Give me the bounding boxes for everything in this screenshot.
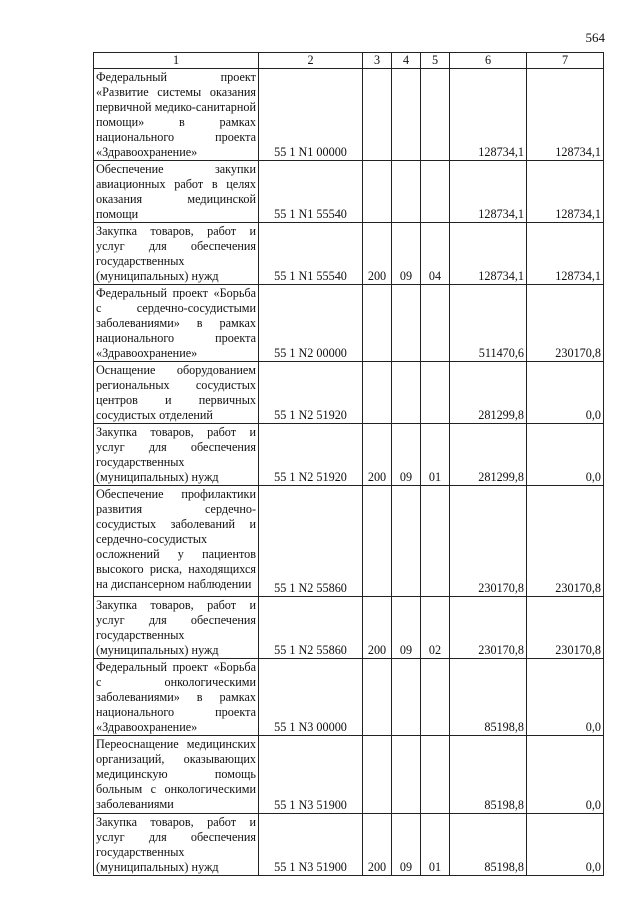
row-col4: 09 (392, 597, 421, 659)
row-col4 (392, 69, 421, 161)
row-name: Федеральный проект «Борьба с сердечно-сосудистыми заболеваниями» в рамках национального проекта «Здравоохранение» (94, 285, 259, 362)
row-col3: 200 (363, 424, 392, 486)
row-code: 55 1 N1 55540 (259, 161, 363, 223)
row-code: 55 1 N3 00000 (259, 659, 363, 736)
row-col4 (392, 161, 421, 223)
row-name: Обеспечение профилактики развития сердечно-сосудистых заболеваний и сердечно-сосудистых осложнений у пациентов высокого риска, находящихся на диспансерном наблюдении (94, 486, 259, 597)
row-value6: 230170,8 (450, 486, 527, 597)
column-header: 4 (392, 53, 421, 69)
budget-table (93, 52, 604, 876)
row-value6: 511470,6 (450, 285, 527, 362)
row-col4 (392, 362, 421, 424)
row-col3: 200 (363, 814, 392, 876)
row-code: 55 1 N1 55540 (259, 223, 363, 285)
row-code: 55 1 N2 55860 (259, 486, 363, 597)
row-col3 (363, 285, 392, 362)
row-value6: 85198,8 (450, 659, 527, 736)
row-col5 (421, 69, 450, 161)
row-value6: 128734,1 (450, 69, 527, 161)
row-value6: 128734,1 (450, 161, 527, 223)
row-col5 (421, 285, 450, 362)
table-body (94, 53, 604, 876)
table-row (94, 285, 604, 362)
row-col4: 09 (392, 814, 421, 876)
column-header: 6 (450, 53, 527, 69)
row-value7: 128734,1 (527, 223, 604, 285)
row-col5: 01 (421, 814, 450, 876)
table-row (94, 362, 604, 424)
row-value7: 230170,8 (527, 597, 604, 659)
table-row (94, 161, 604, 223)
row-col4: 09 (392, 223, 421, 285)
row-value6: 128734,1 (450, 223, 527, 285)
row-value7: 128734,1 (527, 69, 604, 161)
row-code: 55 1 N1 00000 (259, 69, 363, 161)
row-col3 (363, 362, 392, 424)
row-value7: 230170,8 (527, 285, 604, 362)
row-col3 (363, 161, 392, 223)
column-header: 5 (421, 53, 450, 69)
row-value6: 85198,8 (450, 736, 527, 814)
table-row (94, 69, 604, 161)
row-col3 (363, 69, 392, 161)
table-header-row (94, 53, 604, 69)
row-col5 (421, 736, 450, 814)
row-name: Закупка товаров, работ и услуг для обеспечения государственных (муниципальных) нужд (94, 814, 259, 876)
row-name: Обеспечение закупки авиационных работ в целях оказания медицинской помощи (94, 161, 259, 223)
row-value7: 128734,1 (527, 161, 604, 223)
column-header: 1 (94, 53, 259, 69)
row-value7: 0,0 (527, 736, 604, 814)
table-row (94, 424, 604, 486)
table-row (94, 814, 604, 876)
row-name: Закупка товаров, работ и услуг для обеспечения государственных (муниципальных) нужд (94, 424, 259, 486)
row-code: 55 1 N2 51920 (259, 362, 363, 424)
column-header: 2 (259, 53, 363, 69)
table-row (94, 659, 604, 736)
row-col5 (421, 362, 450, 424)
row-value6: 230170,8 (450, 597, 527, 659)
row-code: 55 1 N2 55860 (259, 597, 363, 659)
row-col3 (363, 736, 392, 814)
row-value7: 0,0 (527, 362, 604, 424)
row-col3: 200 (363, 223, 392, 285)
row-col4: 09 (392, 424, 421, 486)
row-value6: 281299,8 (450, 362, 527, 424)
row-name: Федеральный проект «Борьба с онкологическими заболеваниями» в рамках национального проекта «Здравоохранение» (94, 659, 259, 736)
row-name: Закупка товаров, работ и услуг для обеспечения государственных (муниципальных) нужд (94, 597, 259, 659)
row-col4 (392, 285, 421, 362)
row-value7: 0,0 (527, 659, 604, 736)
row-col5 (421, 486, 450, 597)
row-code: 55 1 N2 51920 (259, 424, 363, 486)
row-name: Переоснащение медицинских организаций, оказывающих медицинскую помощь больным с онкологическими заболеваниями (94, 736, 259, 814)
row-value7: 0,0 (527, 424, 604, 486)
column-header: 7 (527, 53, 604, 69)
row-value7: 230170,8 (527, 486, 604, 597)
row-code: 55 1 N3 51900 (259, 814, 363, 876)
row-col5 (421, 659, 450, 736)
row-value6: 85198,8 (450, 814, 527, 876)
column-header: 3 (363, 53, 392, 69)
row-col5: 02 (421, 597, 450, 659)
row-code: 55 1 N3 51900 (259, 736, 363, 814)
row-col3: 200 (363, 597, 392, 659)
row-value6: 281299,8 (450, 424, 527, 486)
row-value7: 0,0 (527, 814, 604, 876)
row-name: Оснащение оборудованием региональных сосудистых центров и первичных сосудистых отделений (94, 362, 259, 424)
table-row (94, 597, 604, 659)
table-row (94, 486, 604, 597)
table-row (94, 223, 604, 285)
row-code: 55 1 N2 00000 (259, 285, 363, 362)
row-name: Федеральный проект «Развитие системы оказания первичной медико-санитарной помощи» в рамках национального проекта «Здравоохранение» (94, 69, 259, 161)
row-col5 (421, 161, 450, 223)
row-col4 (392, 486, 421, 597)
row-col4 (392, 736, 421, 814)
row-col5: 01 (421, 424, 450, 486)
row-col4 (392, 659, 421, 736)
table-row (94, 736, 604, 814)
row-col3 (363, 659, 392, 736)
row-name: Закупка товаров, работ и услуг для обеспечения государственных (муниципальных) нужд (94, 223, 259, 285)
row-col3 (363, 486, 392, 597)
page-number: 564 (585, 30, 605, 45)
row-col5: 04 (421, 223, 450, 285)
